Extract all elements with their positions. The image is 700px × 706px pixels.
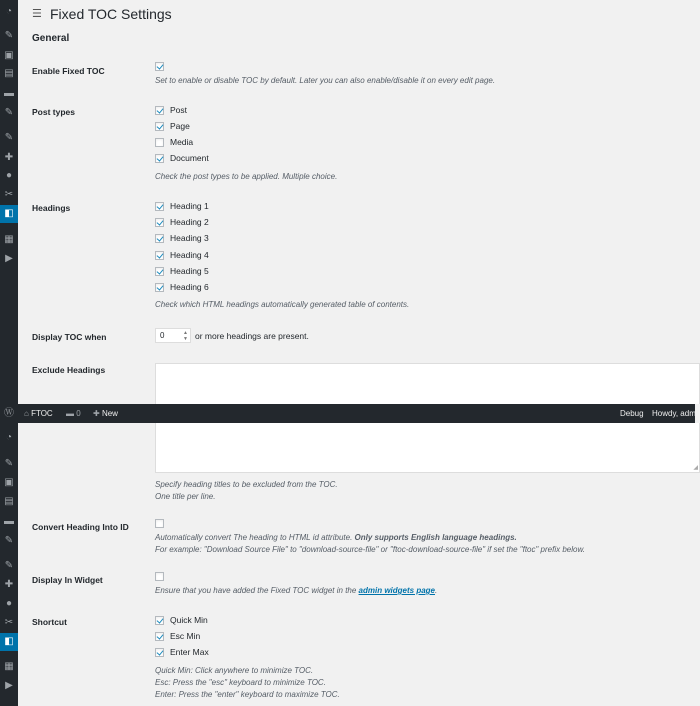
shortcut-checkbox[interactable] — [155, 648, 164, 657]
wordpress-logo-icon[interactable]: Ⓦ — [4, 408, 14, 419]
convert-id-option[interactable] — [155, 517, 170, 529]
widget-label: Display In Widget — [32, 575, 103, 585]
display-when-suffix: or more headings are present. — [195, 331, 309, 341]
display-when-label: Display TOC when — [32, 332, 107, 342]
post-types-label: Post types — [32, 107, 75, 117]
post-type-checkbox[interactable] — [155, 106, 164, 115]
convert-id-checkbox[interactable] — [155, 519, 164, 528]
posts-pin-icon-2[interactable]: ✎ — [4, 458, 14, 469]
active-menu-marker — [18, 209, 23, 219]
shortcut-option[interactable] — [155, 630, 200, 642]
posts-pin-icon[interactable]: ✎ — [4, 30, 14, 41]
post-type-option[interactable] — [155, 136, 193, 148]
admin-widgets-link[interactable]: admin widgets page — [358, 586, 435, 595]
post-type-option[interactable] — [155, 120, 190, 132]
heading-checkbox[interactable] — [155, 267, 164, 276]
convert-id-desc-bold: Only supports English language headings. — [354, 533, 517, 542]
plugins-icon-2[interactable]: ✚ — [4, 579, 14, 590]
min-headings-number-input[interactable] — [155, 328, 191, 343]
heading-option[interactable] — [155, 232, 209, 244]
heading-checkbox[interactable] — [155, 283, 164, 292]
appearance-icon-2[interactable]: ✎ — [4, 560, 14, 571]
shortcut-option-label: Esc Min — [170, 631, 201, 641]
exclude-headings-textarea-continued[interactable] — [155, 423, 700, 473]
enable-toc-option[interactable] — [155, 60, 170, 72]
shortcut-description-1: Quick Min: Click anywhere to minimize TOC. — [155, 666, 314, 675]
heading-option[interactable] — [155, 200, 209, 212]
widget-desc-text: Ensure that you have added the Fixed TOC widget in the — [155, 586, 359, 595]
widget-description — [155, 585, 437, 597]
resize-handle-icon[interactable]: ◢ — [693, 465, 698, 471]
comments-icon[interactable]: ▬ — [4, 88, 14, 99]
widget-desc-period: . — [435, 586, 438, 595]
tools-icon-2[interactable]: ✂ — [4, 617, 14, 628]
admin-menu-sidebar — [0, 0, 18, 706]
new-content-link[interactable]: ✚ New — [93, 409, 118, 418]
shortcut-checkbox[interactable] — [155, 632, 164, 641]
pages-icon[interactable]: ▤ — [4, 68, 14, 79]
enable-toc-label: Enable Fixed TOC — [32, 66, 105, 76]
heading-option[interactable] — [155, 249, 209, 261]
media-icon-2[interactable]: ▣ — [4, 477, 14, 488]
enable-toc-checkbox[interactable] — [155, 62, 164, 71]
shortcut-option[interactable] — [155, 646, 209, 658]
users-icon[interactable]: ● — [5, 170, 13, 181]
post-type-label: Page — [170, 121, 190, 131]
plugins-icon[interactable]: ✚ — [4, 152, 14, 163]
tools-icon[interactable]: ✂ — [4, 189, 14, 200]
active-menu-marker-2 — [18, 637, 23, 647]
heading-label: Heading 2 — [170, 217, 209, 227]
exclude-headings-textarea[interactable] — [155, 363, 700, 404]
heading-label: Heading 1 — [170, 201, 209, 211]
comments-icon-2[interactable]: ▬ — [4, 516, 14, 527]
dashboard-icon-2[interactable]: ◔ — [5, 432, 13, 443]
shortcut-description-2: Esc: Press the "esc" keyboard to minimize TOC. — [155, 678, 326, 687]
post-type-checkbox[interactable] — [155, 154, 164, 163]
site-name-link[interactable]: ⌂ FTOC — [24, 409, 53, 418]
plus-icon: ✚ — [93, 409, 100, 418]
page-title: ☰ Fixed TOC Settings — [32, 6, 172, 22]
custom-post-pin-icon[interactable]: ✎ — [4, 107, 14, 118]
media-icon[interactable]: ▣ — [4, 50, 14, 61]
exclude-headings-description-2: One title per line. — [155, 492, 216, 501]
heading-label: Heading 5 — [170, 266, 209, 276]
post-type-label: Media — [170, 137, 194, 147]
post-type-label: Document — [170, 153, 209, 163]
home-icon: ⌂ — [24, 409, 29, 418]
post-types-description: Check the post types to be applied. Multiple choice. — [155, 172, 338, 181]
heading-option[interactable] — [155, 265, 209, 277]
users-icon-2[interactable]: ● — [5, 598, 13, 609]
convert-id-example: For example: "Download Source File" to "download-source-file" or "ftoc-download-source-file" if set the "ftoc" prefix below. — [155, 545, 586, 554]
dashboard-icon[interactable]: ◔ — [5, 6, 13, 17]
exclude-headings-label: Exclude Headings — [32, 365, 106, 375]
custom-post-pin-icon-2[interactable]: ✎ — [4, 535, 14, 546]
widget-option[interactable] — [155, 570, 170, 582]
heading-checkbox[interactable] — [155, 251, 164, 260]
heading-checkbox[interactable] — [155, 218, 164, 227]
enable-toc-description: Set to enable or disable TOC by default. Later you can also enable/disable it on every edit page. — [155, 76, 496, 85]
appearance-icon[interactable]: ✎ — [4, 132, 14, 143]
shortcut-description-3: Enter: Press the "enter" keyboard to maximize TOC. — [155, 690, 340, 699]
toc-list-icon: ☰ — [32, 7, 42, 20]
heading-option[interactable] — [155, 216, 209, 228]
post-type-checkbox[interactable] — [155, 122, 164, 131]
convert-id-label: Convert Heading Into ID — [32, 522, 129, 532]
shortcut-option-label: Quick Min — [170, 615, 208, 625]
shortcut-option[interactable] — [155, 614, 208, 626]
settings-icon-active-2[interactable]: ◧ — [0, 633, 18, 651]
convert-id-description — [155, 532, 517, 544]
settings-icon-active[interactable]: ◧ — [0, 205, 18, 223]
heading-label: Heading 3 — [170, 233, 209, 243]
play-icon-2[interactable]: ▶ — [5, 680, 13, 691]
heading-checkbox[interactable] — [155, 234, 164, 243]
comments-link[interactable]: ▬ 0 — [66, 409, 81, 418]
heading-checkbox[interactable] — [155, 202, 164, 211]
comment-bubble-icon: ▬ — [66, 409, 74, 418]
section-title: General — [32, 33, 70, 44]
pages-icon-2[interactable]: ▤ — [4, 496, 14, 507]
min-headings-value: 0 — [160, 331, 165, 340]
post-type-label: Post — [170, 105, 188, 115]
widget-checkbox[interactable] — [155, 572, 164, 581]
grid-icon[interactable]: ▦ — [4, 234, 14, 245]
grid-icon-2[interactable]: ▦ — [4, 661, 14, 672]
play-icon[interactable]: ▶ — [5, 253, 13, 264]
post-type-option[interactable] — [155, 104, 187, 116]
convert-id-desc-text: Automatically convert The heading to HTML id attribute. — [155, 533, 355, 542]
post-type-checkbox[interactable] — [155, 138, 164, 147]
headings-description: Check which HTML headings automatically generated table of contents. — [155, 300, 410, 309]
shortcut-checkbox[interactable] — [155, 616, 164, 625]
heading-option[interactable] — [155, 281, 209, 293]
headings-label: Headings — [32, 203, 71, 213]
shortcut-option-label: Enter Max — [170, 647, 209, 657]
debug-link[interactable]: Debug — [620, 409, 644, 418]
user-account-link[interactable]: Howdy, adm — [652, 409, 696, 418]
heading-label: Heading 6 — [170, 282, 209, 292]
post-type-option[interactable] — [155, 152, 209, 164]
number-spinner-icon[interactable]: ▲ ▼ — [183, 330, 188, 342]
admin-toolbar — [0, 404, 695, 423]
shortcut-label: Shortcut — [32, 617, 67, 627]
heading-label: Heading 4 — [170, 250, 209, 260]
exclude-headings-description: Specify heading titles to be excluded from the TOC. — [155, 480, 338, 489]
